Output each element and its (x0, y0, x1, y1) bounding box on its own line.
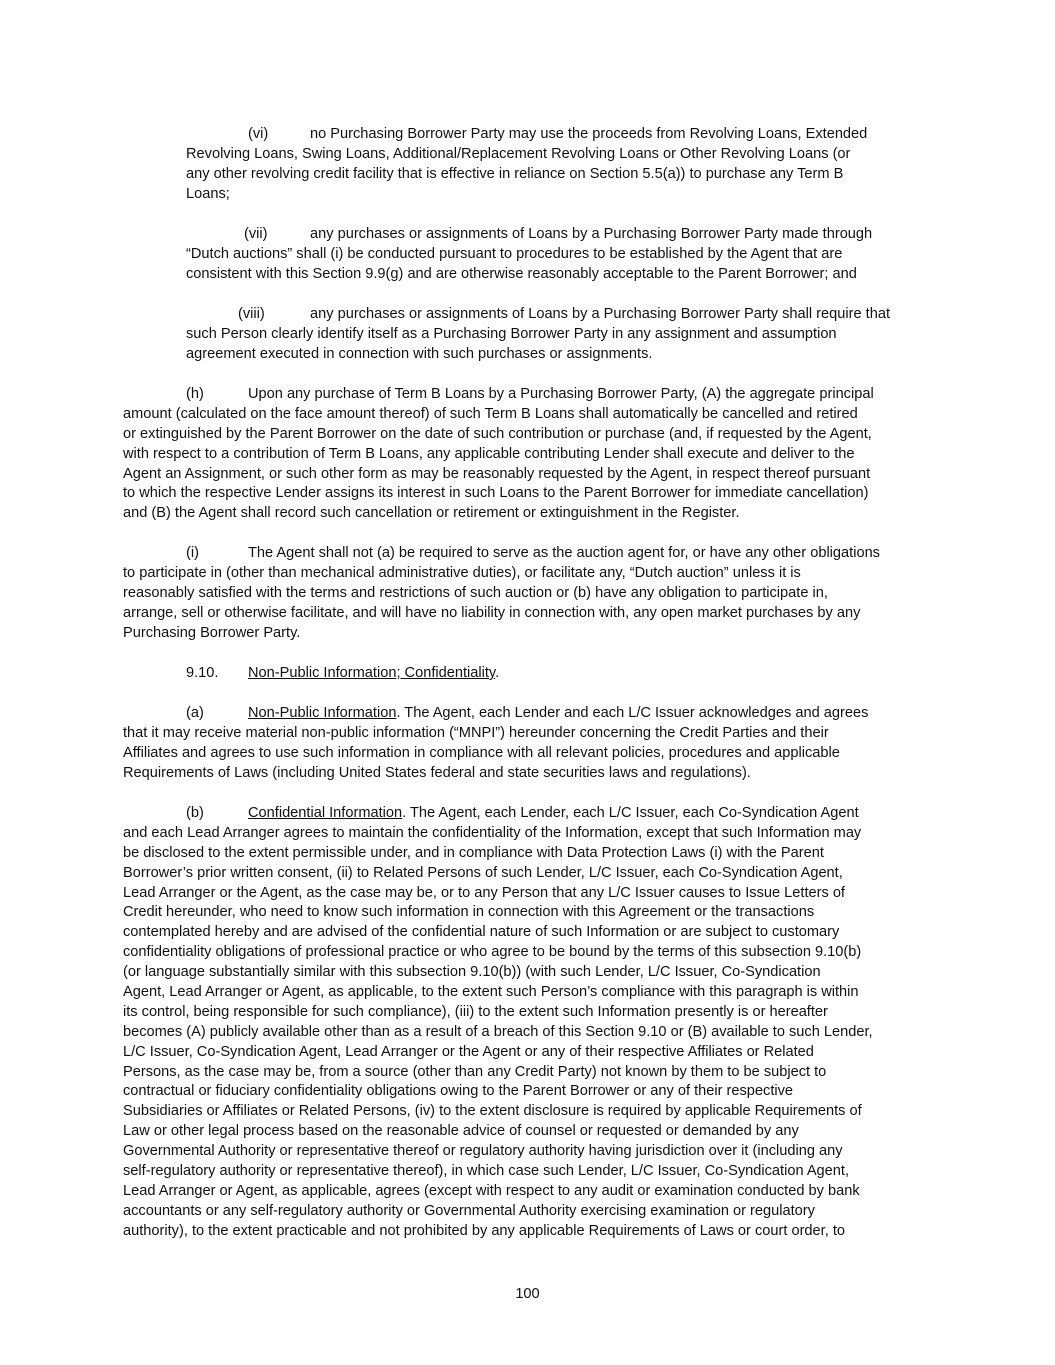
text-line: Law or other legal process based on the reasonable advice of counsel or requested or demanded by any (123, 1123, 799, 1140)
text-line: accountants or any self-regulatory authority or Governmental Authority exercising examination or regulatory (123, 1202, 815, 1219)
clause-viii: (viii) any purchases or assignments of Loans by a Purchasing Borrower Party shall require that such Person clearly identify itself as a Purchasing Borrower Party in any assignment and assumption agreement executed in connection with such purchases or assignments. (186, 306, 890, 362)
text-line: becomes (A) publicly available other than as a result of a breach of this Section 9.10 or (B) available to such Lender, (123, 1023, 873, 1040)
text-line: Agent, Lead Arranger or Agent, as applicable, to the extent such Person’s compliance with this paragraph is within (123, 984, 859, 1001)
section-title: Non-Public Information; Confidentiality (248, 665, 496, 681)
clause-label: (h) (186, 386, 204, 402)
text-line: Credit hereunder, who need to know such information in connection with this Agreement or the transactions (123, 904, 815, 921)
text-line: contractual or fiduciary confidentiality obligations owing to the Parent Borrower or any of their respective (123, 1083, 794, 1100)
clause-h: (h) Upon any purchase of Term B Loans by a Purchasing Borrower Party, (A) the aggregate principal amount (calculated on the face amount thereof) of such Term B Loans shall automatically be cancelled and retired or extinguished by the Parent Borrower on the date of such contribution or purchase (and, if requested by the Agent, with respect to a contribution of Term B Loans, any applicable contributing Lender shall execute and deliver to the Agent an Assignment, or such other form as may be reasonably requested by the Agent, in respect thereof pursuant to which the respective Lender assigns its interest in such Loans to the Parent Borrower for immediate cancellation) and (B) the Agent shall record such cancellation or retirement or extinguishment in the Register. (123, 386, 874, 522)
clause-heading: Non-Public Information (248, 705, 397, 721)
section-number: 9.10. (186, 665, 219, 681)
clause-label: (i) (186, 545, 199, 561)
section-9-10-heading: 9.10. Non-Public Information; Confidentiality. (123, 664, 943, 684)
text-line: Governmental Authority or representative thereof or regulatory authority having jurisdiction over it (including any (123, 1143, 843, 1160)
text-line: self-regulatory authority or representative thereof), in which case such Lender, L/C Issuer, Co-Syndication Agent, (123, 1163, 850, 1180)
text-line: L/C Issuer, Co-Syndication Agent, Lead Arranger or the Agent or any of their respective Affiliates or Related (123, 1043, 814, 1060)
clause-a: (a) Non-Public Information. The Agent, each Lender and each L/C Issuer acknowledges and agrees that it may receive material non-public information (“MNPI”) hereunder concerning the Credit Parties and their Affiliates and agrees to use such information in compliance with all relevant policies, procedures and applicable Requirements of Laws (including United States federal and state securities laws and regulations). (123, 705, 869, 781)
clause-label: (b) (186, 805, 204, 821)
text-line: Persons, as the case may be, from a source (other than any Credit Party) not known by them to be subject to (123, 1063, 827, 1080)
text-line: authority), to the extent practicable and not prohibited by any applicable Requirements of Laws or court order, to (123, 1222, 845, 1239)
text-line: (or language substantially similar with this subsection 9.10(b)) (with such Lender, L/C Issuer, Co-Syndication (123, 964, 821, 981)
clause-b-body (123, 824, 943, 1242)
text-line: Lead Arranger or Agent, as applicable, agrees (except with respect to any audit or examination conducted by bank (123, 1182, 860, 1199)
text-line: Subsidiaries or Affiliates or Related Persons, (iv) to the extent disclosure is required by applicable Requirements of (123, 1103, 862, 1120)
text-line: its control, being responsible for such compliance), (iii) to the extent such Information presently is or hereafter (123, 1003, 828, 1020)
text-line: and each Lead Arranger agrees to maintain the confidentiality of the Information, except that such Information may (123, 824, 862, 841)
clause-label: (viii) (238, 306, 265, 322)
text-line: contemplated hereby and are advised of the confidential nature of such Information or are subject to customary (123, 924, 840, 941)
clause-i: (i) The Agent shall not (a) be required to serve as the auction agent for, or have any other obligations to participate in (other than mechanical administrative duties), or facilitate any, “Dutch auction” unless it is reasonably satisfied with the terms and restrictions of such auction or (b) have any obligation to participate in, arrange, sell or otherwise facilitate, and will have no liability in connection with, any open market purchases by any Purchasing Borrower Party. (123, 545, 880, 641)
clause-label: (a) (186, 705, 204, 721)
text-line: Lead Arranger or the Agent, as the case may be, or to any Person that any L/C Issuer causes to Issue Letters of (123, 884, 845, 901)
clause-heading: Confidential Information (248, 805, 403, 821)
clause-vii: (vii) any purchases or assignments of Loans by a Purchasing Borrower Party made through “Dutch auctions” shall (i) be conducted pursuant to procedures to be established by the Agent that are consistent with this Section 9.9(g) and are otherwise reasonably acceptable to the Parent Borrower; and (186, 226, 873, 282)
text-line: Borrower’s prior written consent, (ii) to Related Persons of such Lender, L/C Issuer, each Co-Syndication Agent, (123, 864, 843, 881)
text-line: confidentiality obligations of professional practice or who agree to be bound by the terms of this subsection 9.10(b) (123, 944, 862, 961)
clause-label: (vi) (248, 126, 269, 142)
page-number: 100 (515, 1286, 540, 1302)
clause-vi: (vi) no Purchasing Borrower Party may use the proceeds from Revolving Loans, Extended Revolving Loans, Swing Loans, Additional/Replacement Revolving Loans or Other Revolving Loans (or any other revolving credit facility that is effective in reliance on Section 5.5(a)) to purchase any Term B Loans; (186, 126, 868, 202)
clause-label: (vii) (244, 226, 268, 242)
clause-b: (b) Confidential Information. The Agent, each Lender, each L/C Issuer, each Co-Syndication Agent and each Lead Arranger agrees to maintain the confidentiality of the Information, except that such Information may be disclosed to the extent permissible under, and in compliance with Data Protection Laws (i) with the Parent Borrower’s prior written consent, (ii) to Related Persons of such Lender, L/C Issuer, each Co-Syndication Agent, Lead Arranger or the Agent, as the case may be, or to any Person that any L/C Issuer causes to Issue Letters of Credit hereunder, who need to know such information in connection with this Agreement or the transactions contemplated hereby and are advised of the confidential nature of such Information or are subject to customary confidentiality obligations of professional practice or who agree to be bound by the terms of this subsection 9.10(b) (or language substantially similar with this subsection 9.10(b)) (with such Lender, L/C Issuer, Co-Syndication Agent, Lead Arranger or Agent, as applicable, to the extent such Person’s compliance with this paragraph is within its control, being responsible for such compliance), (iii) to the extent such Information presently is or hereafter becomes (A) publicly available other than as a result of a breach of this Section 9.10 or (B) available to such Lender, L/C Issuer, Co-Syndication Agent, Lead Arranger or the Agent or any of their respective Affiliates or Related Persons, as the case may be, from a source (other than any Credit Party) not known by them to be subject to contractual or fiduciary confidentiality obligations owing to the Parent Borrower or any of their respective Subsidiaries or Affiliates or Related Persons, (iv) to the extent disclosure is required by applicable Requirements of Law or other legal process based on the reasonable advice of counsel or requested or demanded by any Governmental Authority or representative thereof or regulatory authority having jurisdiction over it (including any self-regulatory authority or representative thereof), in which case such Lender, L/C Issuer, Co-Syndication Agent, Lead Arranger or Agent, as applicable, agrees (except with respect to any audit or examination conducted by bank accountants or any self-regulatory authority or Governmental Authority exercising examination or regulatory authority), to the extent practicable and not prohibited by any applicable Requirements of Laws or court order, to (123, 804, 943, 1242)
text-line: be disclosed to the extent permissible under, and in compliance with Data Protection Laws (i) with the Parent (123, 844, 824, 861)
